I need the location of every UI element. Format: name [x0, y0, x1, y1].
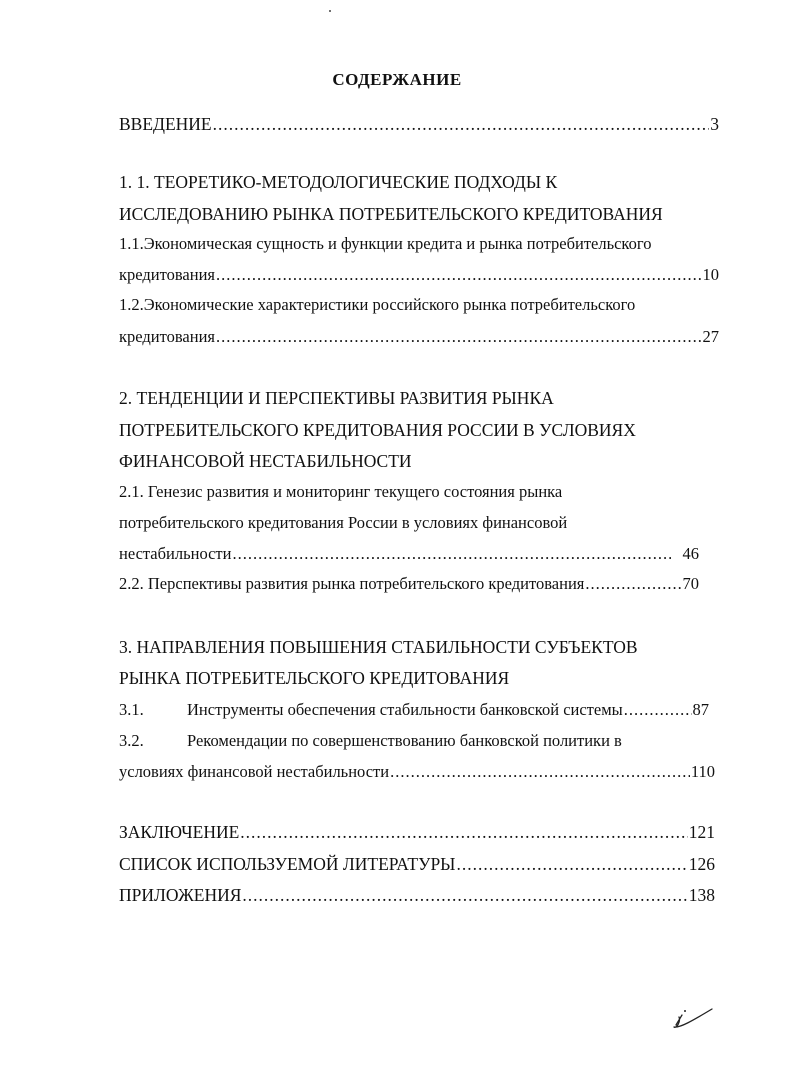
- chapter-2-heading-line-3: ФИНАНСОВОЙ НЕСТАБИЛЬНОСТИ: [119, 451, 412, 471]
- chapter-2-heading-line-2: ПОТРЕБИТЕЛЬСКОГО КРЕДИТОВАНИЯ РОССИИ В УСЛОВИЯХ: [119, 420, 636, 440]
- toc-entry-references: [119, 854, 715, 874]
- dot-leader: [216, 327, 702, 347]
- toc-label: нестабильности: [119, 544, 232, 563]
- toc-label: ЗАКЛЮЧЕНИЕ: [119, 822, 240, 842]
- toc-label: кредитования: [119, 265, 215, 284]
- toc-entry-section-3-2: [119, 762, 715, 782]
- toc-label: 2.2. Перспективы развития рынка потребительского кредитования: [119, 574, 585, 593]
- section-2-1-line-2: потребительского кредитования России в условиях финансовой: [119, 513, 568, 532]
- toc-page-number: 70: [682, 574, 699, 593]
- toc-label: условиях финансовой нестабильности: [119, 762, 390, 781]
- toc-page-number: 138: [688, 885, 715, 905]
- toc-entry-section-3-1: [119, 700, 709, 720]
- toc-section-number: 3.1.: [119, 700, 144, 719]
- scan-speck: [329, 10, 331, 12]
- toc-page-number: 121: [688, 822, 715, 842]
- section-1-2-line-1: 1.2.Экономические характеристики российского рынка потребительского: [119, 295, 636, 314]
- toc-section-number: 3.2.: [119, 731, 144, 750]
- toc-page-number: 126: [688, 854, 715, 874]
- dot-leader: [240, 822, 687, 842]
- chapter-1-heading-line-2: ИССЛЕДОВАНИЮ РЫНКА ПОТРЕБИТЕЛЬСКОГО КРЕДИТОВАНИЯ: [119, 204, 663, 224]
- page-title: СОДЕРЖАНИЕ: [332, 70, 462, 89]
- toc-entry-appendix: [119, 885, 715, 905]
- toc-entry-introduction: [119, 114, 719, 134]
- toc-page-number: 3: [710, 114, 719, 134]
- chapter-2-heading-line-1: 2. ТЕНДЕНЦИИ И ПЕРСПЕКТИВЫ РАЗВИТИЯ РЫНКА: [119, 388, 554, 408]
- toc-page-number: 10: [702, 265, 719, 284]
- toc-page-number: 27: [702, 327, 719, 346]
- section-3-2-line-1: [119, 731, 719, 751]
- dot-leader: [624, 700, 692, 720]
- dot-leader: [232, 544, 670, 564]
- chapter-3-heading-line-2: РЫНКА ПОТРЕБИТЕЛЬСКОГО КРЕДИТОВАНИЯ: [119, 668, 510, 688]
- toc-entry-section-2-1: [119, 544, 699, 564]
- dot-leader: [456, 854, 687, 874]
- toc-page-number: 87: [692, 700, 709, 719]
- toc-entry-section-1-1: [119, 265, 719, 285]
- chapter-3-heading-line-1: 3. НАПРАВЛЕНИЯ ПОВЫШЕНИЯ СТАБИЛЬНОСТИ СУБЪЕКТОВ: [119, 637, 638, 657]
- signature-mark: [672, 1003, 716, 1033]
- toc-label: ПРИЛОЖЕНИЯ: [119, 885, 242, 905]
- toc-label: Инструменты обеспечения стабильности банковской системы: [187, 700, 623, 719]
- toc-label: СПИСОК ИСПОЛЬЗУЕМОЙ ЛИТЕРАТУРЫ: [119, 854, 456, 874]
- chapter-1-heading-line-1: 1. 1. ТЕОРЕТИКО-МЕТОДОЛОГИЧЕСКИЕ ПОДХОДЫ К: [119, 172, 558, 192]
- dot-leader: [585, 574, 681, 594]
- toc-entry-conclusion: [119, 822, 715, 842]
- toc-entry-section-1-2: [119, 327, 719, 347]
- dot-leader: [242, 885, 687, 905]
- toc-label: ВВЕДЕНИЕ: [119, 114, 212, 134]
- section-1-1-line-1: 1.1.Экономическая сущность и функции кредита и рынка потребительского: [119, 234, 652, 253]
- toc-entry-section-2-2: [119, 574, 699, 594]
- dot-leader: [390, 762, 690, 782]
- toc-page-number: 46: [682, 544, 699, 563]
- dot-leader: [213, 114, 710, 134]
- toc-label: кредитования: [119, 327, 215, 346]
- section-3-2-text: Рекомендации по совершенствованию банковской политики в: [187, 731, 622, 750]
- section-2-1-line-1: 2.1. Генезис развития и мониторинг текущего состояния рынка: [119, 482, 563, 501]
- dot-leader: [216, 265, 702, 285]
- toc-page-number: 110: [690, 762, 715, 781]
